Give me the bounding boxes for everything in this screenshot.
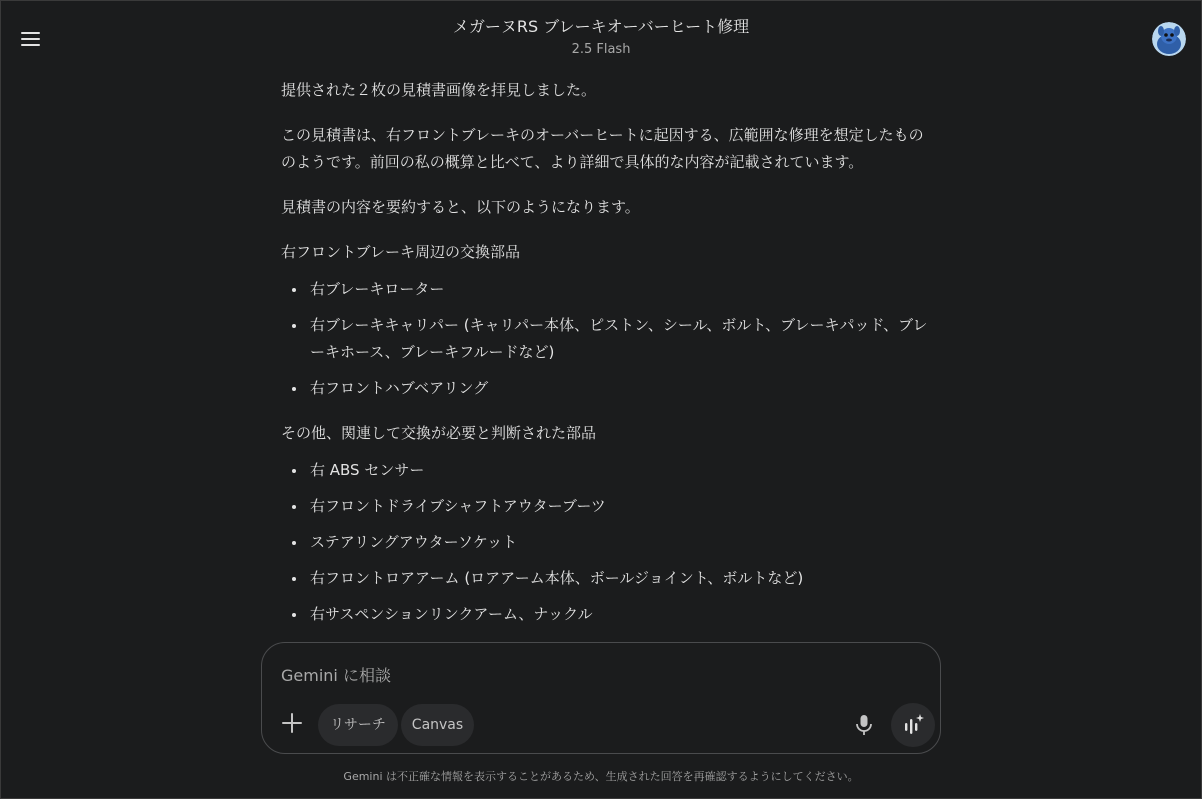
avatar[interactable] <box>1152 22 1186 56</box>
message-paragraph: 見積書の内容を要約すると、以下のようになります。 <box>281 198 640 216</box>
parts-list <box>281 276 931 402</box>
list-item: 右サスペンションリンクアーム、ナックル <box>281 601 931 628</box>
live-audio-icon[interactable] <box>891 703 935 747</box>
prompt-input[interactable]: Gemini に相談 <box>281 666 391 685</box>
list-item: 右フロントドライブシャフトアウターブーツ <box>281 493 931 520</box>
message-paragraph: この見積書は、右フロントブレーキのオーバーヒートに起因する、広範囲な修理を想定したもののようです。前回の私の概算と比べて、より詳細で具体的な内容が記載されています。 <box>281 126 924 171</box>
list-item: 右 ABS センサー <box>281 457 931 484</box>
research-button[interactable]: リサーチ <box>318 704 398 746</box>
message-intro: 提供された２枚の見積書画像を拝見しました。 <box>281 81 597 99</box>
conversation-header <box>1 15 1201 61</box>
list-item: 右フロントハブベアリング <box>281 375 931 402</box>
list-item: ステアリングアウターソケット <box>281 529 931 556</box>
list-item: 右ブレーキローター <box>281 276 931 303</box>
section-heading: その他、関連して交換が必要と判断された部品 <box>281 424 597 442</box>
list-item: 右ブレーキキャリパー (キャリパー本体、ピストン、シール、ボルト、ブレーキパッド、ブレーキホース、ブレーキフルードなど) <box>281 312 931 366</box>
prompt-composer <box>261 642 941 754</box>
response-message <box>281 77 931 646</box>
list-item: 右フロントロアアーム (ロアアーム本体、ボールジョイント、ボルトなど) <box>281 565 931 592</box>
disclaimer-text: Gemini は不正確な情報を表示することがあるため、生成された回答を再確認するようにしてください。 <box>343 770 859 783</box>
conversation-title[interactable]: メガーヌRS ブレーキオーバーヒート修理 <box>452 17 750 36</box>
plus-icon[interactable] <box>278 709 306 737</box>
canvas-button[interactable]: Canvas <box>401 704 474 746</box>
microphone-icon[interactable] <box>851 712 877 738</box>
parts-list <box>281 457 931 628</box>
model-selector[interactable]: 2.5 Flash <box>571 42 631 57</box>
section-heading: 右フロントブレーキ周辺の交換部品 <box>281 243 520 261</box>
